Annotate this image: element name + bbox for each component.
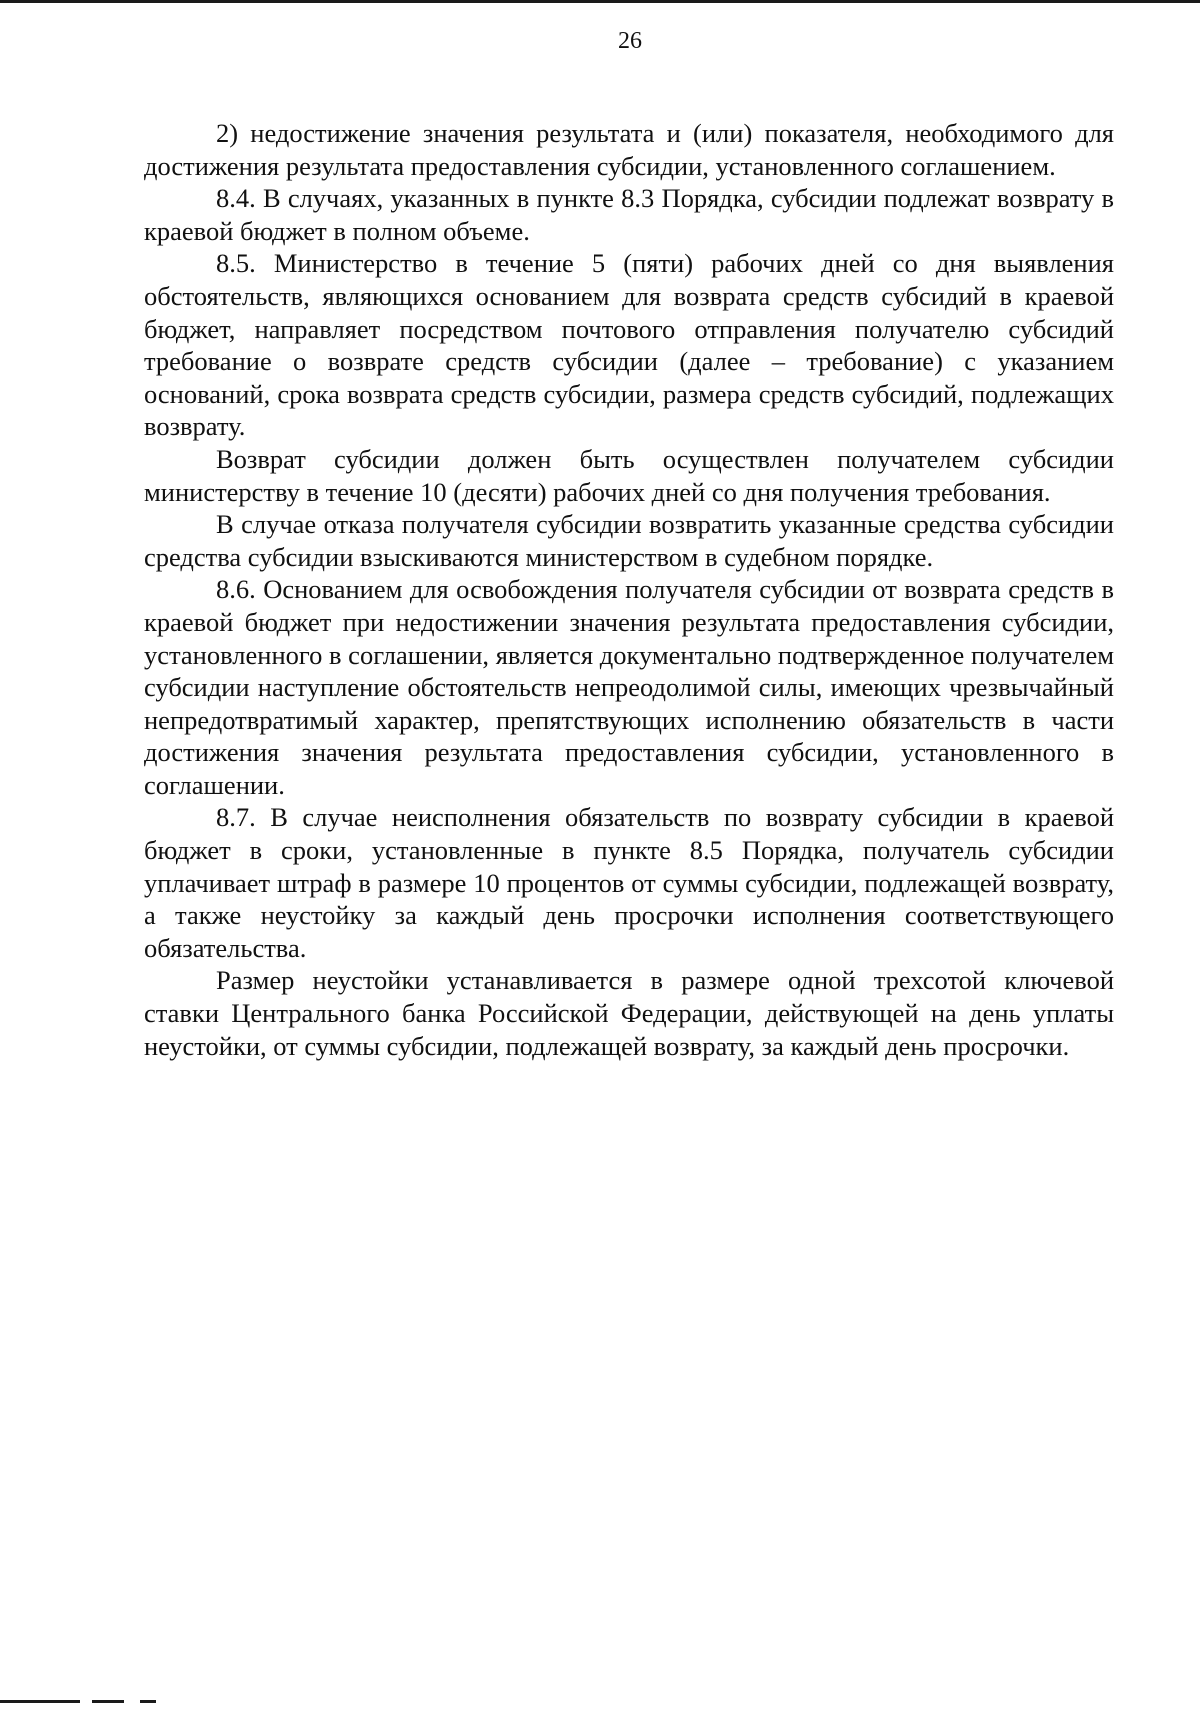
page-number: 26 bbox=[618, 28, 642, 54]
paragraph-8-4: 8.4. В случаях, указанных в пункте 8.3 Порядка, субсидии подлежат возврату в краевой бюджет в полном объеме. bbox=[144, 183, 1114, 246]
document-body bbox=[144, 117, 1114, 1062]
bottom-mark-middle bbox=[92, 1700, 124, 1703]
paragraph-refusal: В случае отказа получателя субсидии возвратить указанные средства субсидии средства субсидии взыскиваются министерством в судебном порядке. bbox=[144, 509, 1114, 572]
bottom-mark-left bbox=[0, 1700, 80, 1703]
bottom-mark-right bbox=[140, 1700, 156, 1703]
paragraph-penalty-size: Размер неустойки устанавливается в размере одной трехсотой ключевой ставки Центрального банка Российской Федерации, действующей на день уплаты неустойки, от суммы субсидии, подлежащей возврату, за каждый день просрочки. bbox=[144, 965, 1114, 1061]
paragraph-8-6: 8.6. Основанием для освобождения получателя субсидии от возврата средств в краевой бюджет при недостижении значения результата предоставления субсидии, установленного в соглашении, является документально подтвержденное получателем субсидии наступление обстоятельств непреодолимой силы, имеющих чрезвычайный непредотвратимый характер, препятствующих исполнению обязательств в части достижения значения результата предоставления субсидии, установленного в соглашении. bbox=[144, 574, 1114, 800]
bottom-scan-marks bbox=[0, 1700, 160, 1703]
paragraph-8-5: 8.5. Министерство в течение 5 (пяти) рабочих дней со дня выявления обстоятельств, являющихся основанием для возврата средств субсидий в краевой бюджет, направляет посредством почтового отправления получателю субсидий требование о возврате средств субсидии (далее – требование) с указанием оснований, срока возврата средств субсидии, размера средств субсидий, подлежащих возврату. bbox=[144, 248, 1114, 442]
paragraph-8-7: 8.7. В случае неисполнения обязательств по возврату субсидии в краевой бюджет в сроки, установленные в пункте 8.5 Порядка, получатель субсидии уплачивает штраф в размере 10 процентов от суммы субсидии, подлежащей возврату, а также неустойку за каждый день просрочки исполнения соответствующего обязательства. bbox=[144, 802, 1114, 963]
paragraph-refund-term: Возврат субсидии должен быть осуществлен получателем субсидии министерству в течение 10 (десяти) рабочих дней со дня получения требования. bbox=[144, 443, 1114, 507]
top-border-line bbox=[0, 0, 1200, 3]
paragraph-item-2: 2) недостижение значения результата и (или) показателя, необходимого для достижения результата предоставления субсидии, установленного соглашением. bbox=[144, 118, 1114, 181]
